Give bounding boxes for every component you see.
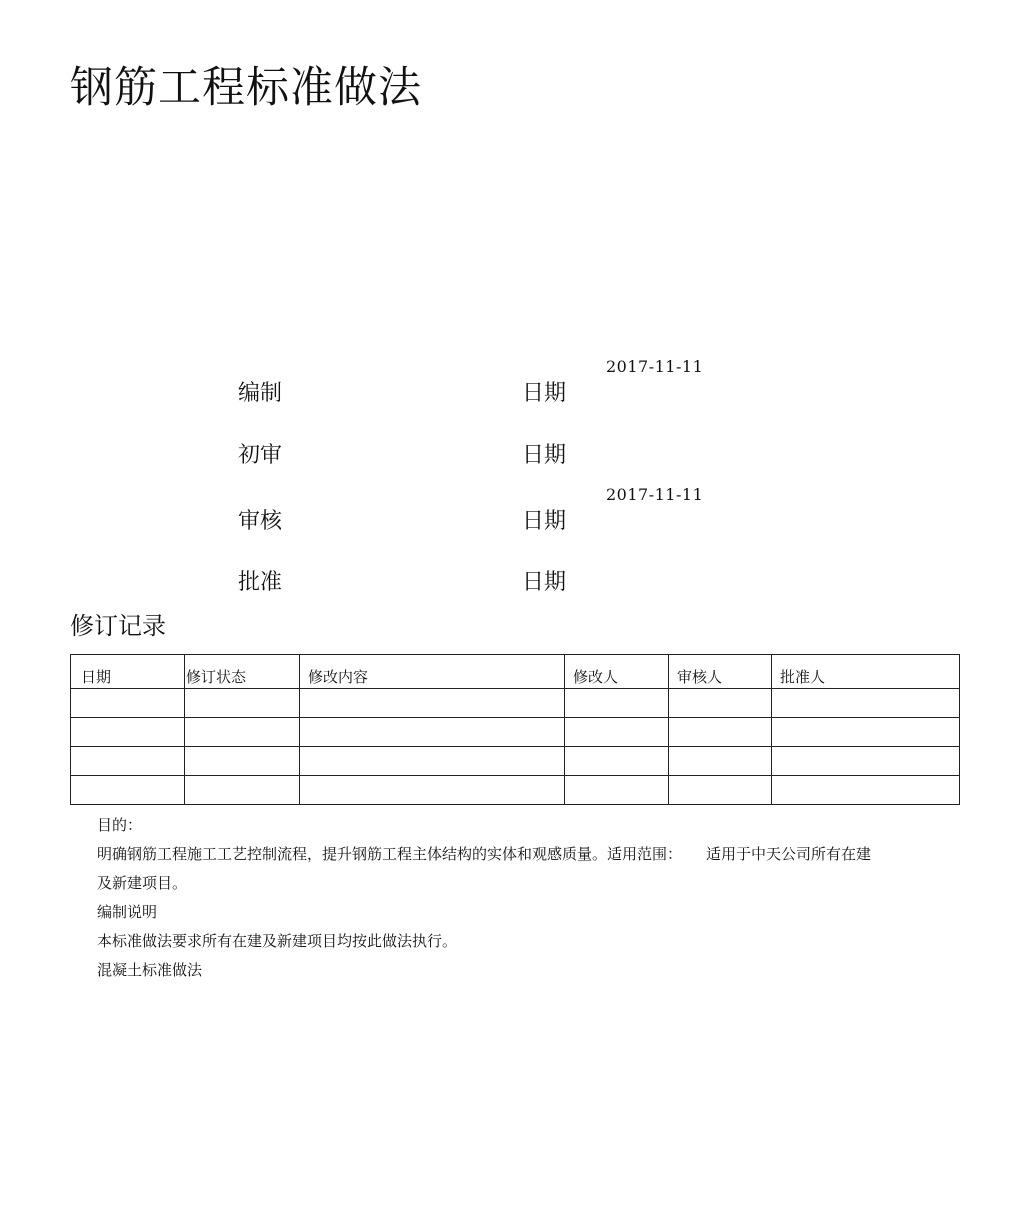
purpose-line-2: 及新建项目。 [97, 874, 188, 892]
column-header-approver: 批准人 [772, 655, 960, 689]
table-row [71, 718, 960, 747]
table-cell [300, 689, 565, 718]
signoff-label-compile: 编制 [238, 381, 283, 406]
table-header-row [71, 655, 960, 689]
notes-text: 本标准做法要求所有在建及新建项目均按此做法执行。 [97, 932, 458, 950]
column-header-change-content: 修改内容 [300, 655, 565, 689]
table-cell [71, 718, 185, 747]
table-cell [300, 747, 565, 776]
table-cell [669, 776, 772, 805]
purpose-line-1 [97, 844, 871, 864]
table-cell [71, 776, 185, 805]
table-row [71, 747, 960, 776]
table-cell [300, 718, 565, 747]
table-cell [185, 776, 300, 805]
table-row [71, 689, 960, 718]
table-row [71, 776, 960, 805]
table-cell [772, 689, 960, 718]
signoff-date-value: 2017-11-11 [606, 485, 704, 504]
signoff-date-value: 2017-11-11 [606, 357, 704, 376]
column-header-revision-status: 修订状态 [185, 655, 300, 689]
table-cell [565, 776, 669, 805]
next-section-heading: 混凝土标准做法 [97, 961, 203, 979]
column-header-reviewer: 审核人 [669, 655, 772, 689]
signoff-date-label: 日期 [522, 509, 567, 534]
revision-record-title: 修订记录 [70, 612, 166, 640]
signoff-date-label: 日期 [522, 443, 567, 468]
table-cell [772, 718, 960, 747]
signoff-date-label: 日期 [522, 381, 567, 406]
table-cell [772, 747, 960, 776]
signoff-label-first-review: 初审 [238, 443, 283, 468]
table-cell [669, 689, 772, 718]
table-cell [772, 776, 960, 805]
document-title: 钢筋工程标准做法 [70, 63, 422, 113]
table-cell [71, 689, 185, 718]
notes-heading: 编制说明 [97, 903, 158, 921]
scope-text: 适用于中天公司所有在建 [706, 845, 872, 863]
purpose-text: 明确钢筋工程施工工艺控制流程，提升钢筋工程主体结构的实体和观感质量。适用范围： [97, 845, 683, 863]
table-cell [300, 776, 565, 805]
table-cell [669, 718, 772, 747]
table-cell [185, 689, 300, 718]
table-cell [669, 747, 772, 776]
table-cell [565, 747, 669, 776]
column-header-date: 日期 [71, 655, 185, 689]
signoff-date-label: 日期 [522, 570, 567, 595]
table-cell [565, 689, 669, 718]
signoff-label-approve: 批准 [238, 570, 283, 595]
table-cell [565, 718, 669, 747]
signoff-label-audit: 审核 [238, 509, 283, 534]
table-cell [71, 747, 185, 776]
column-header-modifier: 修改人 [565, 655, 669, 689]
table-cell [185, 747, 300, 776]
revision-table [70, 654, 960, 805]
purpose-heading: 目的： [97, 816, 143, 834]
table-cell [185, 718, 300, 747]
